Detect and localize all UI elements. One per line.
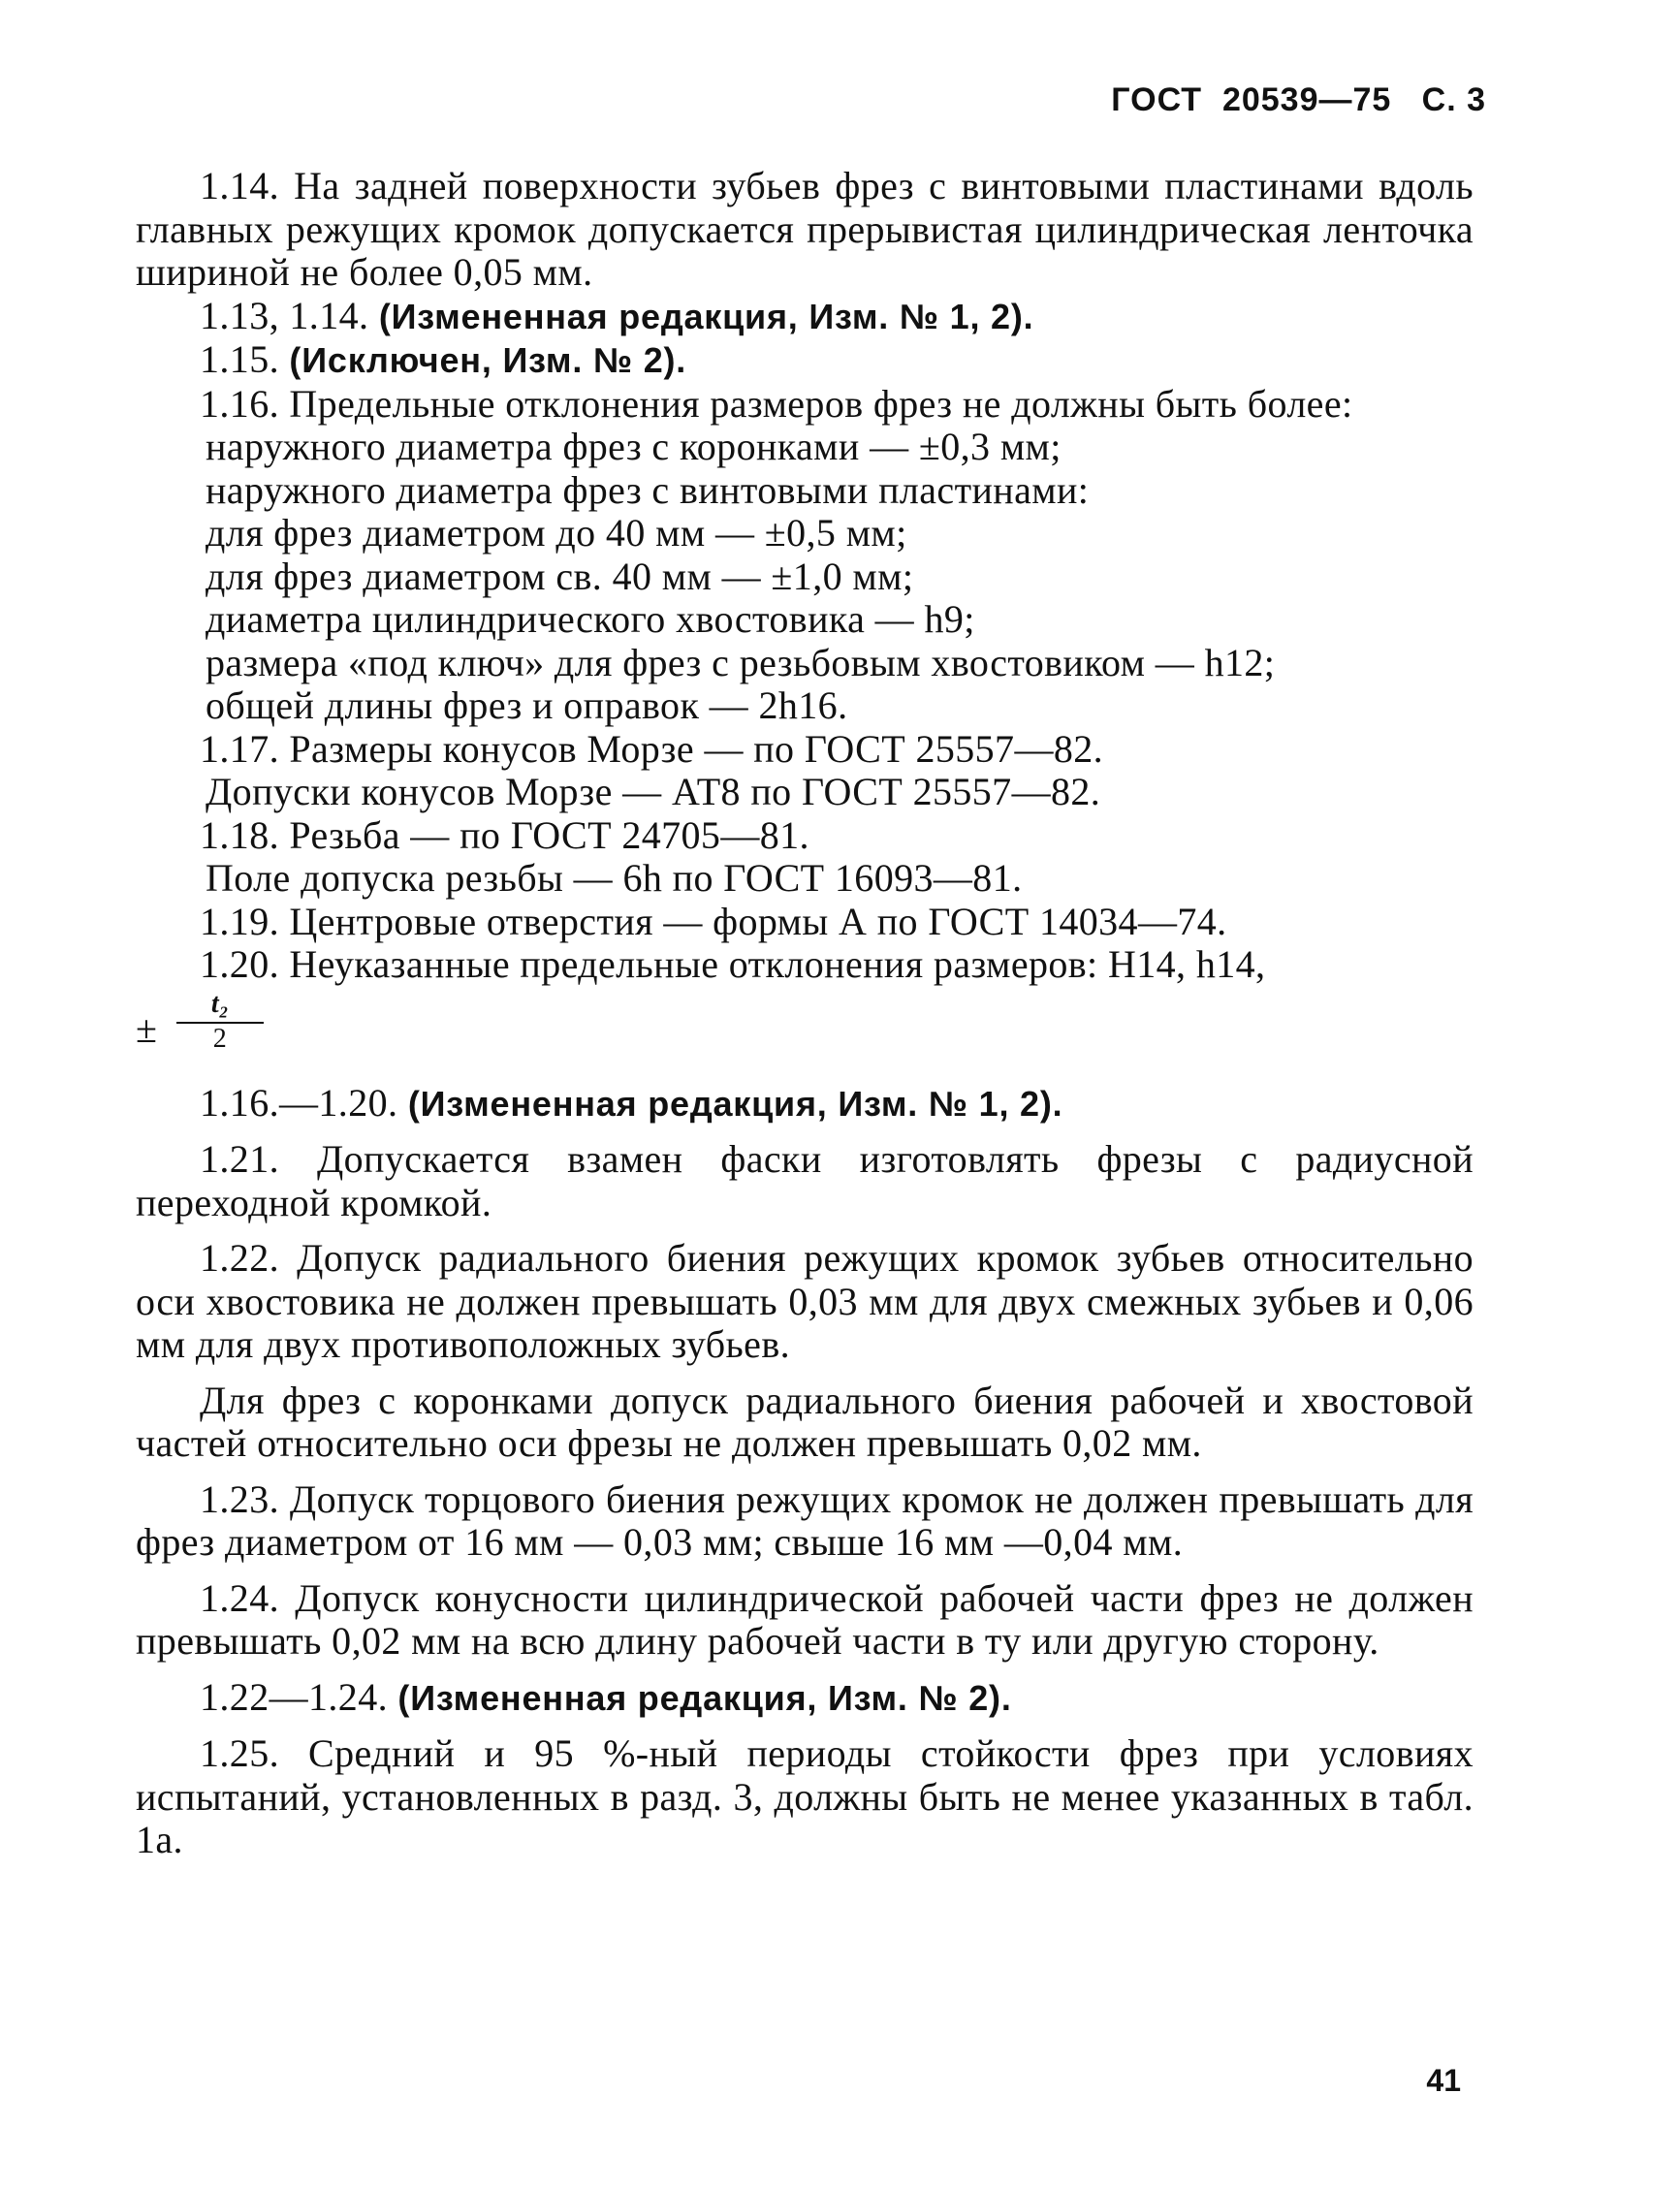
list-item: диаметра цилиндрического хвостовика — h9;	[206, 597, 975, 641]
paragraph-1-21: 1.21. Допускается взамен фаски изготовлять фрезы с радиусной переходной кромкой.	[136, 1137, 1474, 1224]
paragraph-1-16: 1.16. Предельные отклонения размеров фрез не должны быть более:	[200, 381, 1353, 426]
amendment-note: (Измененная редакция, Изм. № 1, 2).	[407, 1083, 1063, 1124]
amendment-ref: 1.13, 1.14.	[200, 293, 379, 337]
paragraph-1-25: 1.25. Средний и 95 %-ный периоды стойкости фрез при условиях испытаний, установленных в разд. 3, должны быть не менее указанных в табл. 1а.	[136, 1731, 1474, 1861]
fraction-denominator: 2	[212, 1023, 228, 1054]
list-item: для фрез диаметром до 40 мм — ±0,5 мм;	[206, 511, 907, 555]
list-item: размера «под ключ» для фрез с резьбовым хвостовиком — h12;	[206, 640, 1276, 684]
tolerance-formula	[136, 987, 1474, 1082]
fraction	[176, 989, 264, 1055]
paragraph-1-16-1-20-amendment	[136, 1082, 1474, 1126]
list-item: наружного диаметра фрез с коронками — ±0,3 мм;	[206, 425, 1062, 468]
page-header: ГОСТ 20539—75 С. 3	[1111, 81, 1486, 118]
amendment-note: (Измененная редакция, Изм. № 2).	[397, 1677, 1012, 1718]
paragraph-1-13-1-14-amendment	[136, 295, 1474, 339]
paragraph-1-14: 1.14. На задней поверхности зубьев фрез с винтовыми пластинами вдоль главных режущих кромок допускается прерывистая цилиндрическая ленточка шириной не более 0,05 мм.	[136, 164, 1474, 294]
paragraph-1-15	[136, 338, 1474, 383]
fraction-numerator: t₂	[210, 988, 230, 1019]
document-body	[136, 165, 1474, 1862]
list-item: общей длины фрез и оправок — 2h16.	[206, 683, 848, 727]
amendment-ref: 1.16.—1.20.	[200, 1080, 408, 1125]
list-item: наружного диаметра фрез с винтовыми пластинами:	[206, 467, 1090, 512]
amendment-ref: 1.22—1.24.	[200, 1674, 398, 1719]
paragraph-1-23: 1.23. Допуск торцового биения режущих кромок не должен превышать для фрез диаметром от 16 мм — 0,03 мм; свыше 16 мм —0,04 мм.	[136, 1476, 1474, 1564]
list-item: для фрез диаметром св. 40 мм — ±1,0 мм;	[206, 554, 914, 598]
exclusion-note: (Исключен, Изм. № 2).	[289, 340, 687, 380]
paragraph-1-19: 1.19. Центровые отверстия — формы А по ГОСТ 14034—74.	[200, 899, 1227, 943]
paragraph-1-22-1-24-amendment	[136, 1676, 1474, 1721]
paragraph-1-17-continuation: Допуски конусов Морзе — АТ8 по ГОСТ 25557—82.	[206, 770, 1101, 813]
paragraph-1-17: 1.17. Размеры конусов Морзе — по ГОСТ 25557—82.	[200, 726, 1104, 771]
page-number: 41	[1426, 2063, 1461, 2098]
amendment-note: (Измененная редакция, Изм. № 1, 2).	[378, 296, 1034, 336]
paragraph-1-18-continuation: Поле допуска резьбы — 6h по ГОСТ 16093—81.	[206, 856, 1023, 900]
clause-ref: 1.15.	[200, 337, 290, 381]
paragraph-1-22-continuation: Для фрез с коронками допуск радиального биения рабочей и хвостовой частей относительно оси фрезы не должен превышать 0,02 мм.	[136, 1378, 1474, 1465]
paragraph-1-18: 1.18. Резьба — по ГОСТ 24705—81.	[200, 812, 809, 857]
paragraph-1-22: 1.22. Допуск радиального биения режущих кромок зубьев относительно оси хвостовика не должен превышать 0,03 мм для двух смежных зубьев и 0,06 мм для двух противоположных зубьев.	[136, 1236, 1474, 1366]
paragraph-1-24: 1.24. Допуск конусности цилиндрической рабочей части фрез не должен превышать 0,02 мм на всю длину рабочей части в ту или другую сторону.	[136, 1575, 1474, 1663]
plus-minus-sign: ±	[136, 1006, 158, 1051]
paragraph-1-20: 1.20. Неуказанные предельные отклонения размеров: Н14, h14,	[200, 942, 1266, 986]
